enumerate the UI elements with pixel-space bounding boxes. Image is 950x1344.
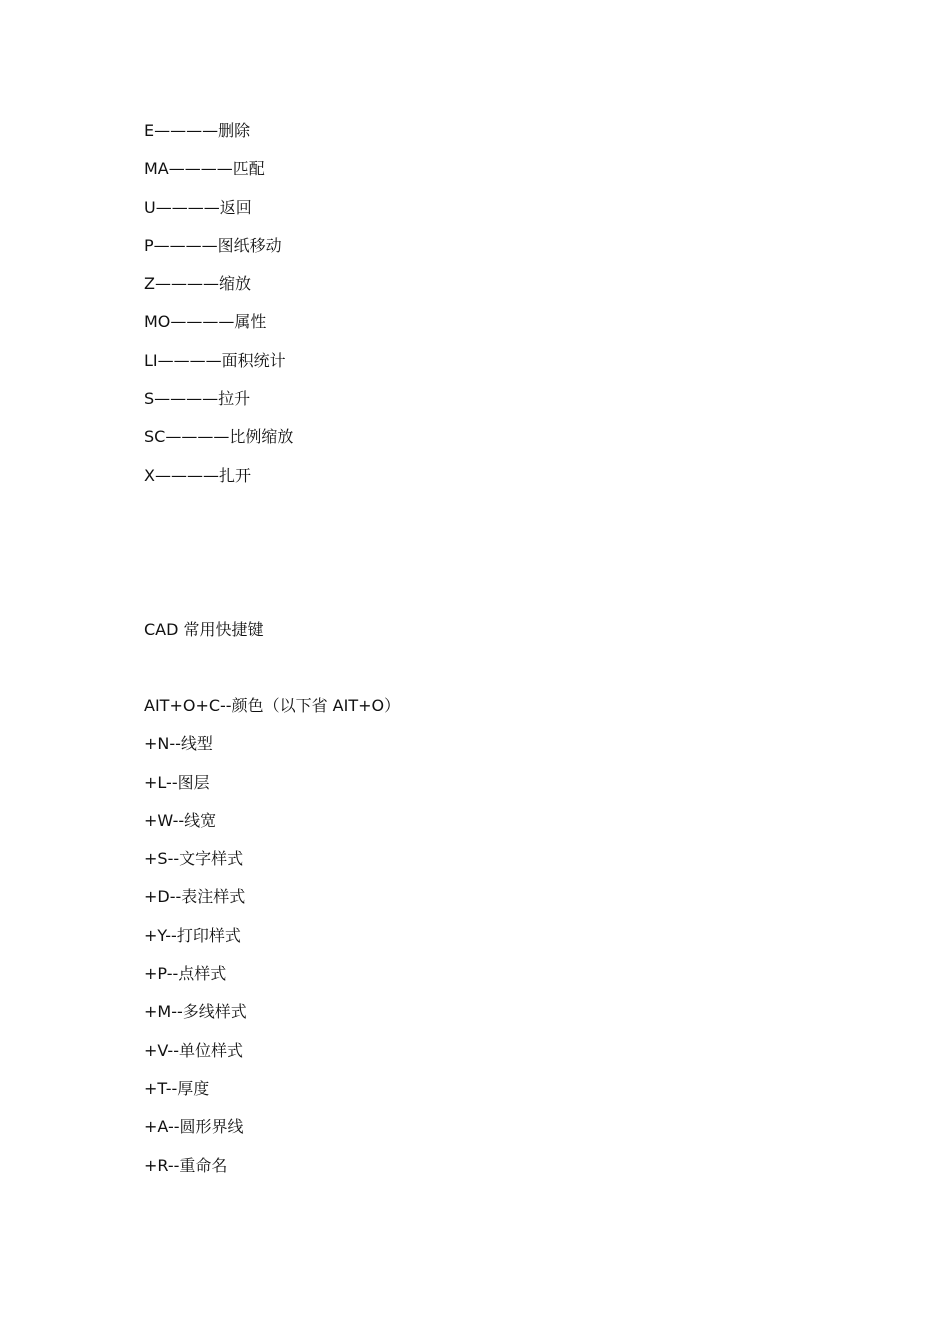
shortcut-line: AIT+O+C--颜色（以下省 AIT+O） — [144, 696, 401, 715]
shortcut-line: +P--点样式 — [144, 964, 227, 984]
shortcut-line: +D--表注样式 — [144, 887, 246, 907]
shortcut-line: MO————属性 — [144, 312, 267, 332]
shortcut-line: MA————匹配 — [144, 159, 265, 179]
shortcut-line: +R--重命名 — [144, 1155, 228, 1175]
shortcut-line: E————删除 — [144, 121, 251, 140]
shortcut-line: +M--多线样式 — [144, 1002, 247, 1022]
shortcut-line: +T--厚度 — [144, 1078, 210, 1098]
basic-shortcut-list — [144, 120, 293, 503]
shortcut-line: X————扎开 — [144, 465, 251, 485]
shortcut-line: SC————比例缩放 — [144, 427, 294, 447]
shortcut-line: U————返回 — [144, 197, 252, 217]
shortcut-line: Z————缩放 — [144, 274, 251, 294]
shortcut-line: S————拉升 — [144, 389, 251, 409]
shortcut-line: +W--线宽 — [144, 810, 217, 830]
alt-shortcut-list — [144, 695, 400, 1193]
shortcut-line: +N--线型 — [144, 734, 213, 754]
shortcut-line: +S--文字样式 — [144, 849, 244, 869]
shortcut-line: +V--单位样式 — [144, 1040, 243, 1060]
shortcut-line: +L--图层 — [144, 772, 210, 792]
shortcut-line: +A--圆形界线 — [144, 1117, 244, 1137]
shortcut-line: LI————面积统计 — [144, 350, 286, 370]
shortcut-line: +Y--打印样式 — [144, 925, 241, 945]
section-heading: CAD 常用快捷键 — [144, 620, 264, 639]
shortcut-line: P————图纸移动 — [144, 235, 282, 255]
